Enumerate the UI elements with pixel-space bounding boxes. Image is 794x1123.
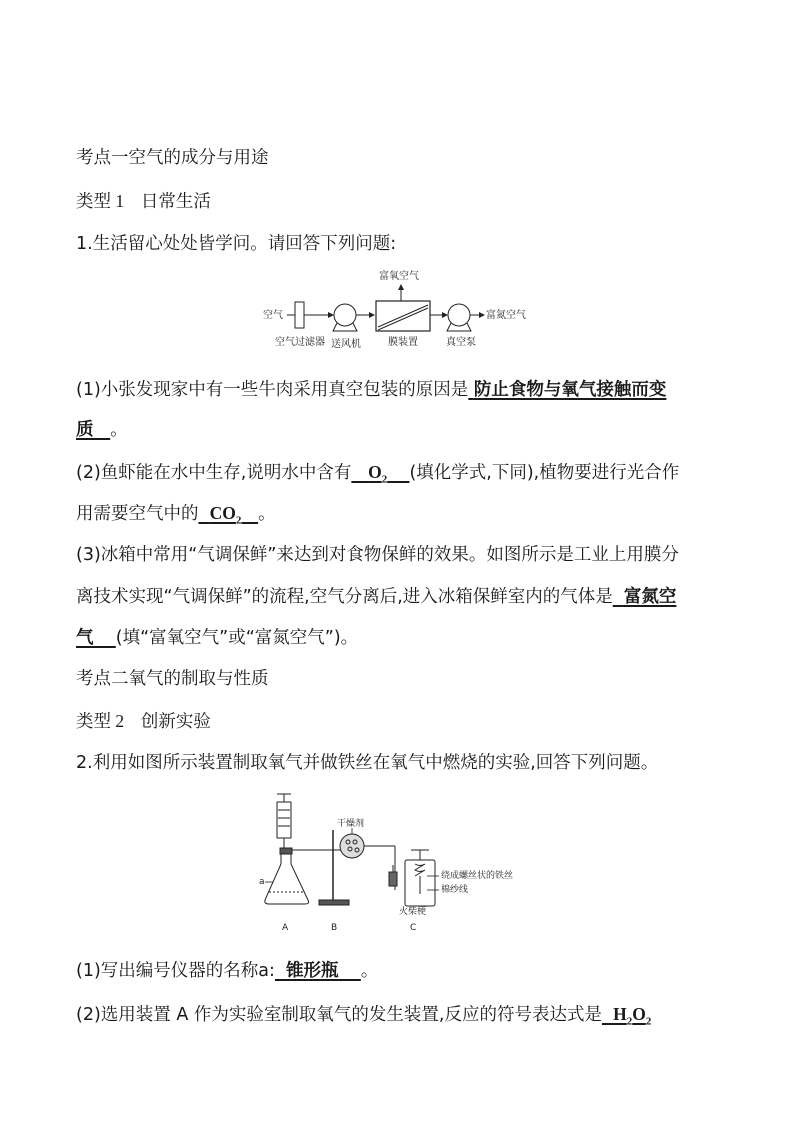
air-filter-shape <box>295 302 304 328</box>
type-2-name: 创新实验 <box>140 712 211 732</box>
diagram-pump-label: 真空泵 <box>446 337 476 348</box>
q1-part-2-prefix: (2)鱼虾能在水中生存,说明水中含有 <box>76 463 352 483</box>
membrane-separation-diagram <box>255 265 545 355</box>
q1-part-1-answer-a: 防止食物与氧气接触而变 <box>473 380 667 400</box>
diagram-membrane-label: 膜装置 <box>388 337 418 348</box>
q2-part-1 <box>76 959 378 983</box>
type-1-name: 日常生活 <box>140 192 211 212</box>
question-2-stem: 2.利用如图所示装置制取氧气并做铁丝在氧气中燃烧的实验,回答下列问题。 <box>76 753 659 773</box>
apparatus-a-pointer-label: a <box>259 877 265 887</box>
q1-part-3-line-3 <box>76 626 358 650</box>
q1-part-3-suffix: (填“富氧空气”或“富氮空气”)。 <box>115 628 359 648</box>
match-label: 火柴梗 <box>399 907 427 917</box>
diagram-filter-label: 空气过滤器 <box>275 337 325 348</box>
fan-shape <box>334 304 356 326</box>
desiccant-label: 干燥剂 <box>337 819 365 829</box>
section-2-title: 考点二氧气的制取与性质 <box>76 669 269 689</box>
q1-part-1-period: 。 <box>110 420 128 440</box>
apparatus-a <box>265 794 317 904</box>
q1-part-3-line-2 <box>76 585 676 609</box>
diagram-top-label: 富氧空气 <box>379 271 419 282</box>
vacuum-pump-shape <box>448 304 470 326</box>
q1-part-2 <box>76 460 679 492</box>
q1-part-2-answer <box>368 462 388 486</box>
q1-part-1-answer-b: 质 <box>76 420 94 440</box>
q2-part-2-prefix: (2)选用装置 A 作为实验室制取氧气的发生装置,反应的符号表达式是 <box>76 1005 602 1025</box>
q1-part-2-cont <box>76 501 276 533</box>
q2-part-2-answer-h: H <box>613 1004 627 1024</box>
q1-part-3-line-1: (3)冰箱中常用“气调保鲜”来达到对食物保鲜的效果。如图所示是工业上用膜分 <box>76 545 679 565</box>
q2-part-2 <box>76 1002 651 1034</box>
q2-part-1-period: 。 <box>360 961 379 981</box>
q1-part-3-line2-prefix: 离技术实现“气调保鲜”的流程,空气分离后,进入冰箱保鲜室内的气体是 <box>76 587 613 607</box>
q1-part-2-answer-sub: 2 <box>381 473 388 486</box>
diagram-output-label: 富氮空气 <box>486 310 526 321</box>
q2-part-2-answer-sub-1: 2 <box>626 1015 633 1028</box>
q2-part-2-answer-sub-2: 2 <box>645 1015 652 1028</box>
q1-part-2-period: 。 <box>258 504 276 524</box>
q1-part-2-line2-prefix: 用需要空气中的 <box>76 504 199 524</box>
type-2-heading <box>76 709 211 734</box>
apparatus-c <box>389 850 435 906</box>
diagram-fan-label: 送风机 <box>331 339 361 350</box>
q1-part-2-answer-base: O <box>368 462 382 482</box>
q1-part-2-answer-2-sub: 2 <box>235 514 242 527</box>
cotton-label: 棉纱线 <box>441 885 469 895</box>
question-1-stem: 1.生活留心处处皆学问。请回答下列问题: <box>76 234 397 254</box>
apparatus-c-label: C <box>410 923 417 933</box>
q1-part-3-answer-b: 气 <box>76 628 94 648</box>
iron-wire-label: 绕成螺丝状的铁丝 <box>441 871 514 881</box>
q2-part-1-prefix: (1)写出编号仪器的名称a: <box>76 961 275 981</box>
q1-part-1 <box>76 378 666 402</box>
q1-part-1-cont <box>76 418 128 442</box>
q1-part-2-answer-2-base: CO <box>209 503 236 523</box>
type-2-label: 类型 2 <box>76 711 125 731</box>
apparatus-diagram <box>255 790 540 935</box>
type-1-heading <box>76 189 211 214</box>
q2-part-2-answer <box>613 1004 652 1028</box>
apparatus-b <box>317 830 395 905</box>
q1-part-3-answer-a: 富氮空 <box>623 587 677 607</box>
diagram-input-label: 空气 <box>263 310 283 321</box>
apparatus-a-label: A <box>282 923 289 933</box>
q2-part-2-answer-o: O <box>632 1004 646 1024</box>
apparatus-b-label: B <box>331 923 338 933</box>
section-1-title: 考点一空气的成分与用途 <box>76 148 269 168</box>
q1-part-1-prefix: (1)小张发现家中有一些牛肉采用真空包装的原因是 <box>76 380 469 400</box>
q1-part-2-answer-2 <box>209 503 242 527</box>
q2-part-1-answer: 锥形瓶 <box>286 961 339 981</box>
type-1-label: 类型 1 <box>76 191 125 211</box>
q1-part-2-middle: (填化学式,下同),植物要进行光合作 <box>409 463 680 483</box>
